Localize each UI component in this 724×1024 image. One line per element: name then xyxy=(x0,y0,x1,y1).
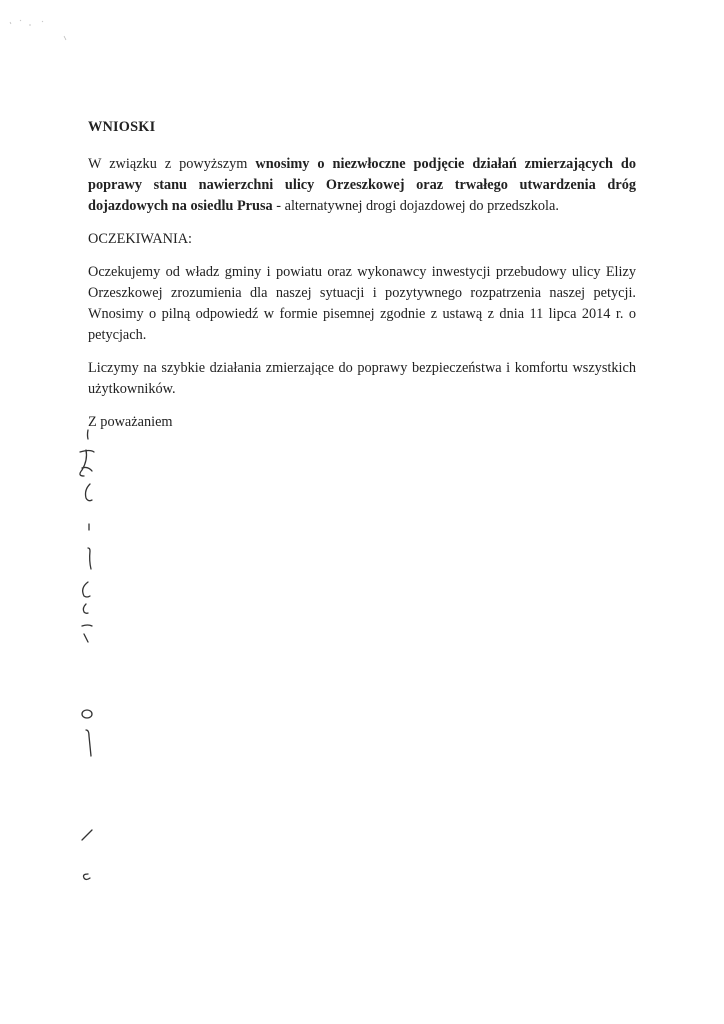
closing-salutation: Z poważaniem xyxy=(88,414,173,430)
conclusions-intro: W związku z powyższym xyxy=(88,156,256,172)
closing-paragraph: Liczymy na szybkie działania zmierzające do poprawy bezpieczeństwa i komfortu wszystkich użytkowników. xyxy=(88,360,636,397)
scan-artifact-marks xyxy=(8,12,88,42)
conclusions-request: wnosimy o niezwłoczne podjęcie działań zmierzających do poprawy stanu nawierzchni ulicy Orzeszkowej oraz trwałego utwardzenia dróg dojazdowych na osiedlu Prusa xyxy=(88,156,636,214)
conclusions-paragraph xyxy=(88,154,636,217)
signature-marks-graphic xyxy=(60,420,120,890)
handwritten-signatures xyxy=(60,420,120,890)
conclusions-heading: WNIOSKI xyxy=(88,119,156,135)
expectations-paragraph: Oczekujemy od władz gminy i powiatu oraz wykonawcy inwestycji przebudowy ulicy Elizy Orzeszkowej zrozumienia dla naszej sytuacji i pozytywnego rozpatrzenia naszej petycji. Wnosimy o pilną odpowiedź w formie pisemnej zgodnie z ustawą z dnia 11 lipca 2014 r. o petycjach. xyxy=(88,264,636,343)
conclusions-tail: - alternatywnej drogi dojazdowej do przedszkola. xyxy=(272,198,559,214)
document-body xyxy=(88,117,636,433)
expectations-heading: OCZEKIWANIA: xyxy=(88,231,193,247)
